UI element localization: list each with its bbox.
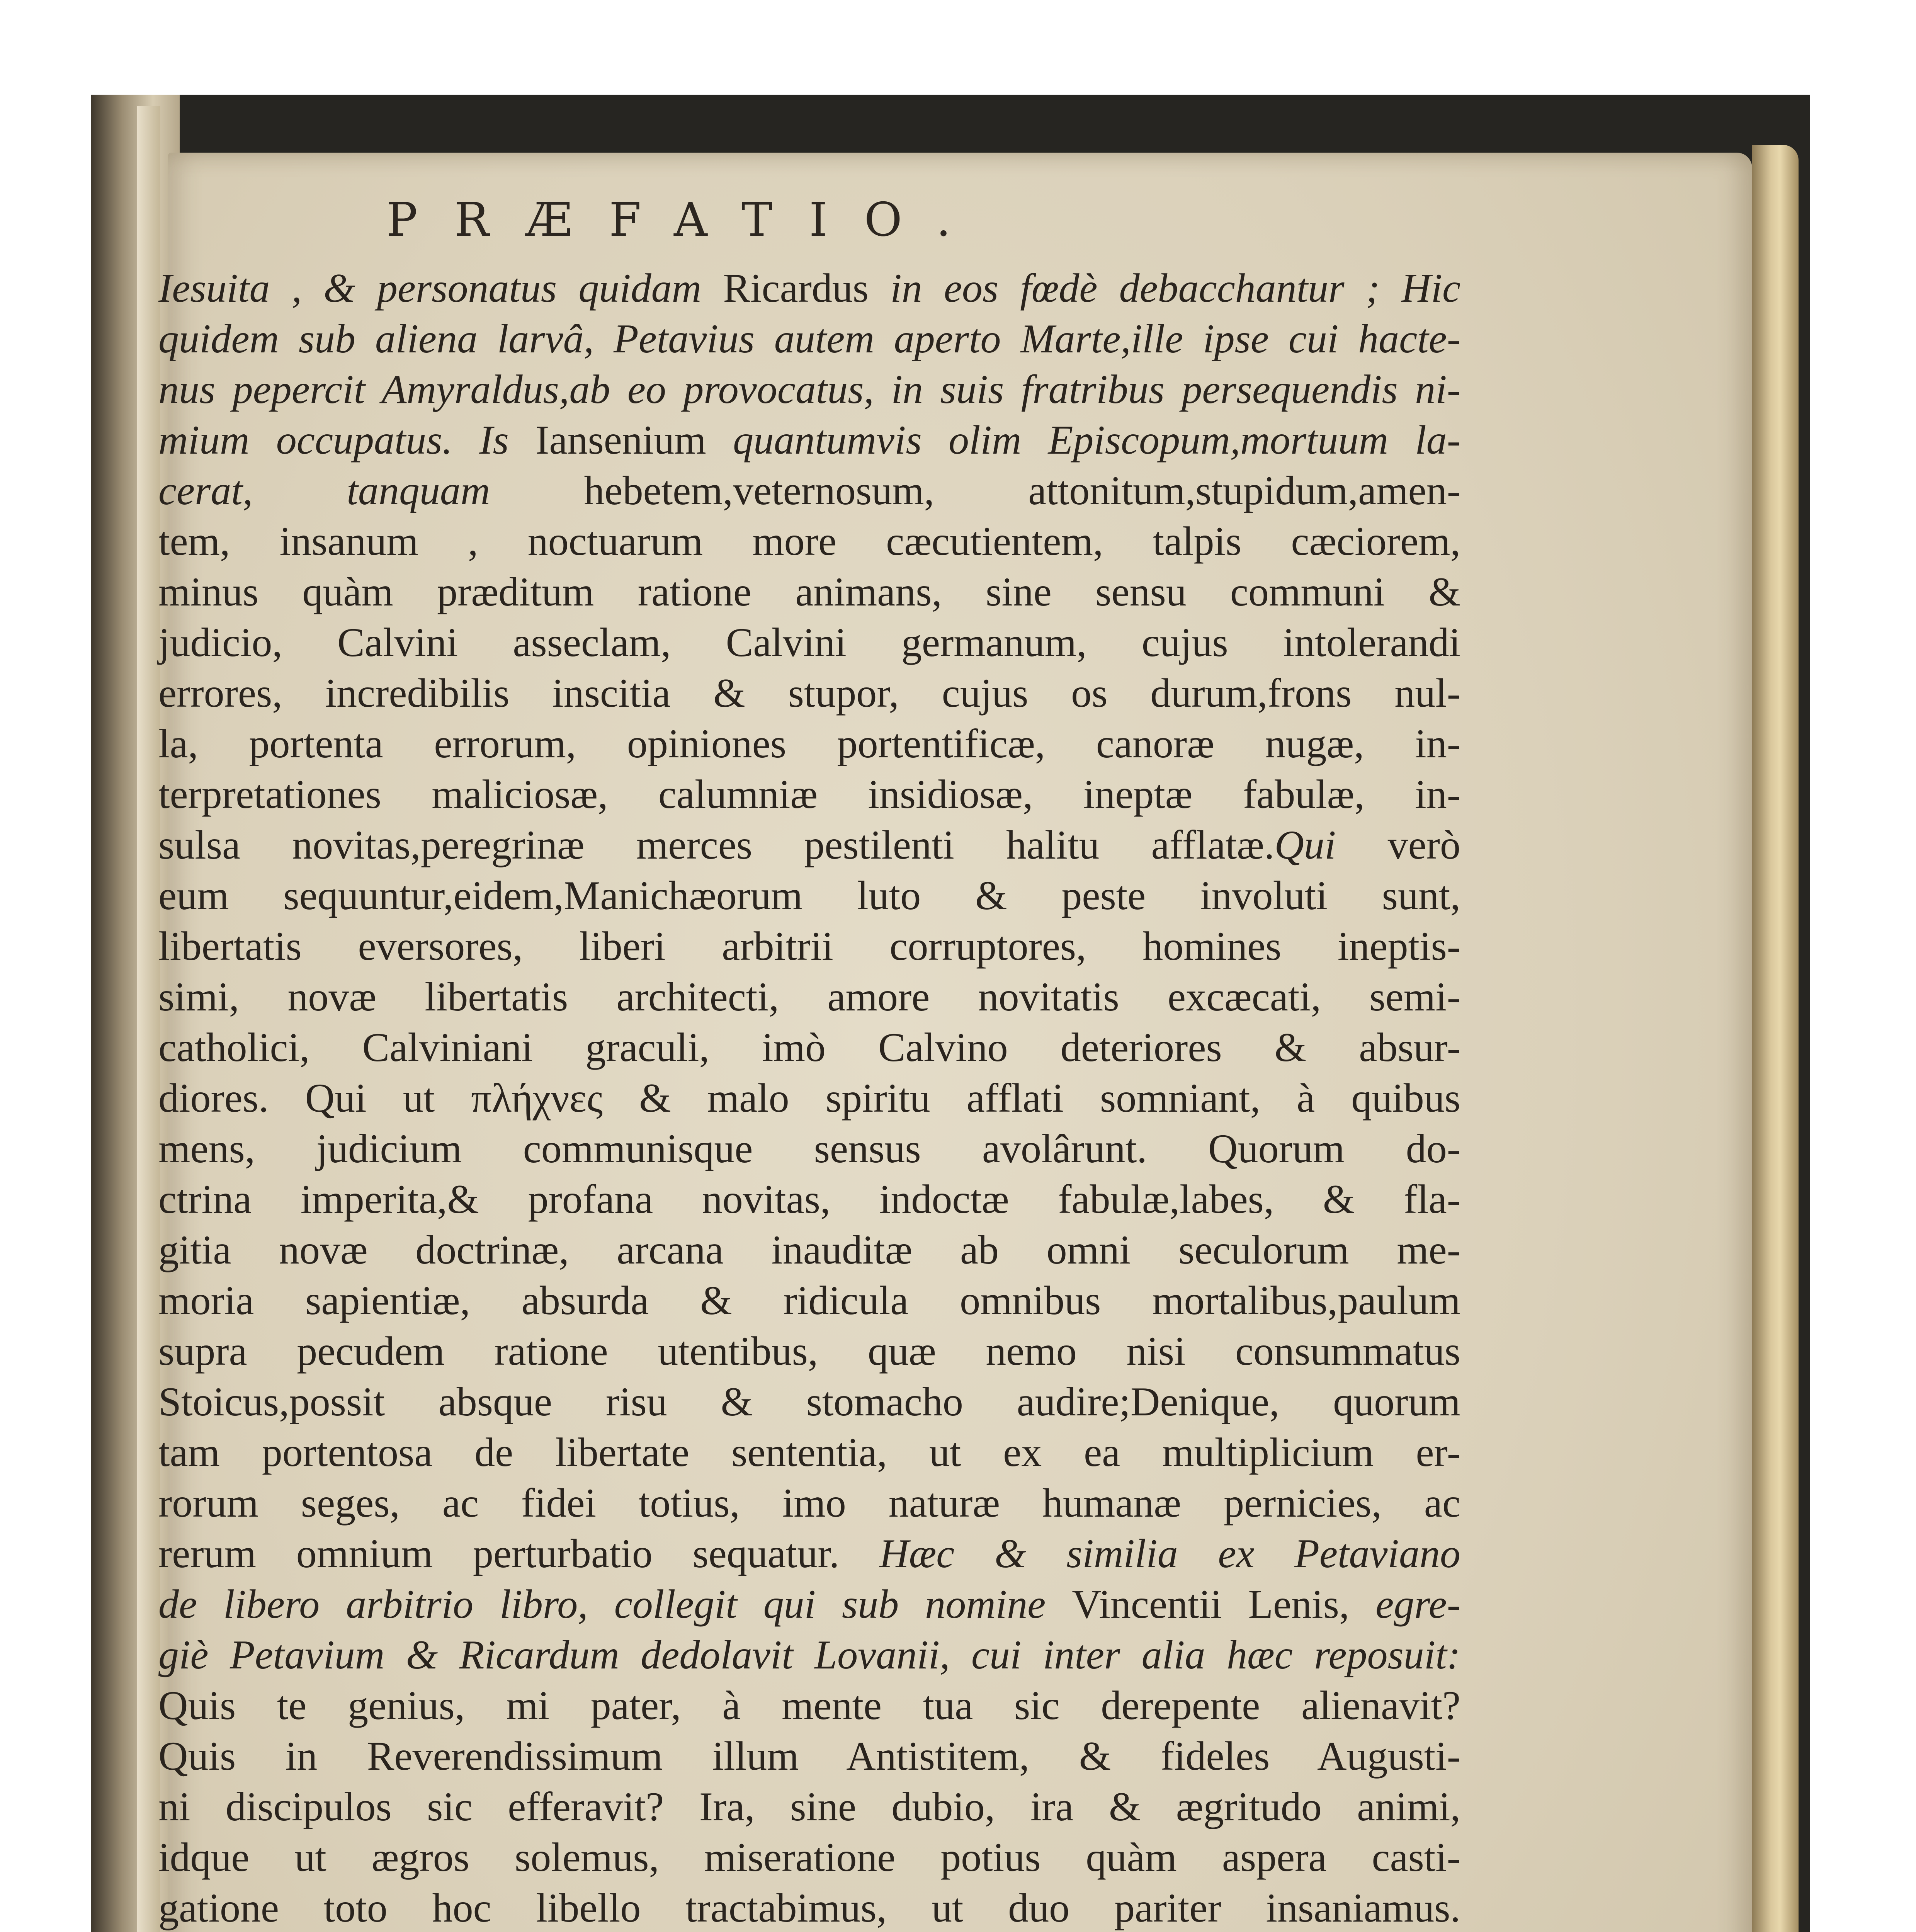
text-line: [158, 313, 1460, 364]
roman-text-segment: rerum omnium perturbatio sequatur.: [158, 1531, 880, 1576]
roman-text-segment: Stoicus,possit absque risu & stomacho audire;Denique, quorum: [158, 1379, 1460, 1424]
italic-text-segment: giè Petavium & Ricardum dedolavit Lovanii, cui inter alia hæc reposuit:: [158, 1632, 1460, 1677]
italic-text-segment: cerat, tanquam: [158, 468, 584, 513]
text-line: [158, 617, 1460, 668]
text-line: [158, 1427, 1460, 1478]
roman-text-segment: ctrina imperita,& profana novitas, indoctæ fabulæ,labes, & fla-: [158, 1177, 1460, 1222]
text-line: [158, 1174, 1460, 1225]
roman-text-segment: sulsa novitas,peregrinæ merces pestilenti halitu afflatæ.: [158, 822, 1275, 867]
text-line: [158, 1781, 1460, 1832]
text-line: [158, 1832, 1460, 1883]
text-line: [158, 263, 1460, 313]
roman-text-segment: Vincentii Lenis,: [1072, 1582, 1376, 1627]
text-line: [158, 1022, 1460, 1073]
text-line: [158, 465, 1460, 516]
roman-text-segment: gitia novæ doctrinæ, arcana inauditæ ab omni seculorum me-: [158, 1227, 1460, 1272]
text-line: [158, 1326, 1460, 1376]
italic-text-segment: quantumvis olim Episcopum,mortuum la-: [733, 417, 1460, 463]
roman-text-segment: ni discipulos sic efferavit? Ira, sine dubio, ira & ægritudo animi,: [158, 1784, 1460, 1829]
text-line: [158, 1275, 1460, 1326]
roman-text-segment: simi, novæ libertatis architecti, amore novitatis excæcati, semi-: [158, 974, 1460, 1019]
italic-text-segment: Hæc & similia ex Petaviano: [879, 1531, 1460, 1576]
text-line: [158, 1731, 1460, 1781]
text-line: [158, 1528, 1460, 1579]
text-line: [158, 971, 1460, 1022]
book-edge-right: [1752, 145, 1799, 1932]
text-line: [158, 668, 1460, 718]
italic-text-segment: in eos fœdè debacchantur ; Hic: [890, 265, 1461, 311]
roman-text-segment: idque ut ægros solemus, miseratione potius quàm aspera casti-: [158, 1835, 1460, 1880]
roman-text-segment: tam portentosa de libertate sententia, ut ex ea multiplicium er-: [158, 1430, 1460, 1475]
roman-text-segment: la, portenta errorum, opiniones portentificæ, canoræ nugæ, in-: [158, 721, 1460, 766]
text-line: [158, 364, 1460, 415]
roman-text-segment: supra pecudem ratione utentibus, quæ nemo nisi consummatus: [158, 1328, 1460, 1374]
roman-text-segment: hebetem,veternosum, attonitum,stupidum,amen-: [584, 468, 1461, 513]
italic-text-segment: egre-: [1375, 1582, 1461, 1627]
italic-text-segment: Qui: [1274, 822, 1388, 867]
text-line: [158, 1478, 1460, 1528]
text-line: [158, 1225, 1460, 1275]
roman-text-segment: judicio, Calvini asseclam, Calvini germanum, cujus intolerandi: [158, 620, 1460, 665]
roman-text-segment: eum sequuntur,eidem,Manichæorum luto & peste involuti sunt,: [158, 873, 1460, 918]
roman-text-segment: terpretationes maliciosæ, calumniæ insidiosæ, ineptæ fabulæ, in-: [158, 772, 1460, 817]
text-line: [158, 1680, 1460, 1731]
text-line: [158, 1629, 1460, 1680]
text-line: [158, 1579, 1460, 1629]
roman-text-segment: diores. Qui ut πλήχνες & malo spiritu afflati somniant, à quibus: [158, 1075, 1460, 1121]
italic-text-segment: de libero arbitrio libro, collegit qui sub nomine: [158, 1582, 1072, 1627]
roman-text-segment: Ricardus: [723, 265, 891, 311]
italic-text-segment: quidem sub aliena larvâ, Petavius autem aperto Marte,ille ipse cui hacte-: [158, 316, 1460, 361]
text-line: [158, 415, 1460, 465]
roman-text-segment: gatione toto hoc libello tractabimus, ut duo pariter insaniamus.: [158, 1885, 1460, 1930]
roman-text-segment: rorum seges, ac fidei totius, imo naturæ humanæ pernicies, ac: [158, 1480, 1460, 1526]
italic-text-segment: Iesuita , & personatus quidam: [158, 265, 723, 311]
roman-text-segment: Iansenium: [536, 417, 733, 463]
text-line: [158, 718, 1460, 769]
roman-text-segment: catholici, Calviniani graculi, imò Calvino deteriores & absur-: [158, 1025, 1460, 1070]
roman-text-segment: Quis te genius, mi pater, à mente tua sic derepente alienavit?: [158, 1683, 1460, 1728]
text-line: [158, 1883, 1460, 1932]
page-body-text: [158, 263, 1460, 1932]
italic-text-segment: nus pepercit Amyraldus,ab eo provocatus, in suis fratribus persequendis ni-: [158, 367, 1460, 412]
page-stack-left: [137, 106, 160, 1932]
text-line: [158, 921, 1460, 971]
roman-text-segment: verò: [1387, 822, 1460, 867]
text-line: [158, 1123, 1460, 1174]
roman-text-segment: errores, incredibilis inscitia & stupor, cujus os durum,frons nul-: [158, 670, 1460, 716]
roman-text-segment: libertatis eversores, liberi arbitrii corruptores, homines ineptis-: [158, 923, 1460, 969]
text-line: [158, 1073, 1460, 1123]
text-line: [158, 516, 1460, 566]
text-line: [158, 1376, 1460, 1427]
roman-text-segment: tem, insanum , noctuarum more cæcutientem, talpis cæciorem,: [158, 519, 1460, 564]
roman-text-segment: mens, judicium communisque sensus avolârunt. Quorum do-: [158, 1126, 1460, 1171]
text-line: [158, 566, 1460, 617]
roman-text-segment: Quis in Reverendissimum illum Antistitem, & fideles Augusti-: [158, 1733, 1460, 1779]
text-line: [158, 870, 1460, 921]
text-line: [158, 820, 1460, 870]
italic-text-segment: mium occupatus. Is: [158, 417, 536, 463]
roman-text-segment: moria sapientiæ, absurda & ridicula omnibus mortalibus,paulum: [158, 1278, 1460, 1323]
roman-text-segment: minus quàm præditum ratione animans, sine sensu communi &: [158, 569, 1460, 614]
text-line: [158, 769, 1460, 820]
page-header: PRÆFATIO.: [386, 193, 988, 247]
